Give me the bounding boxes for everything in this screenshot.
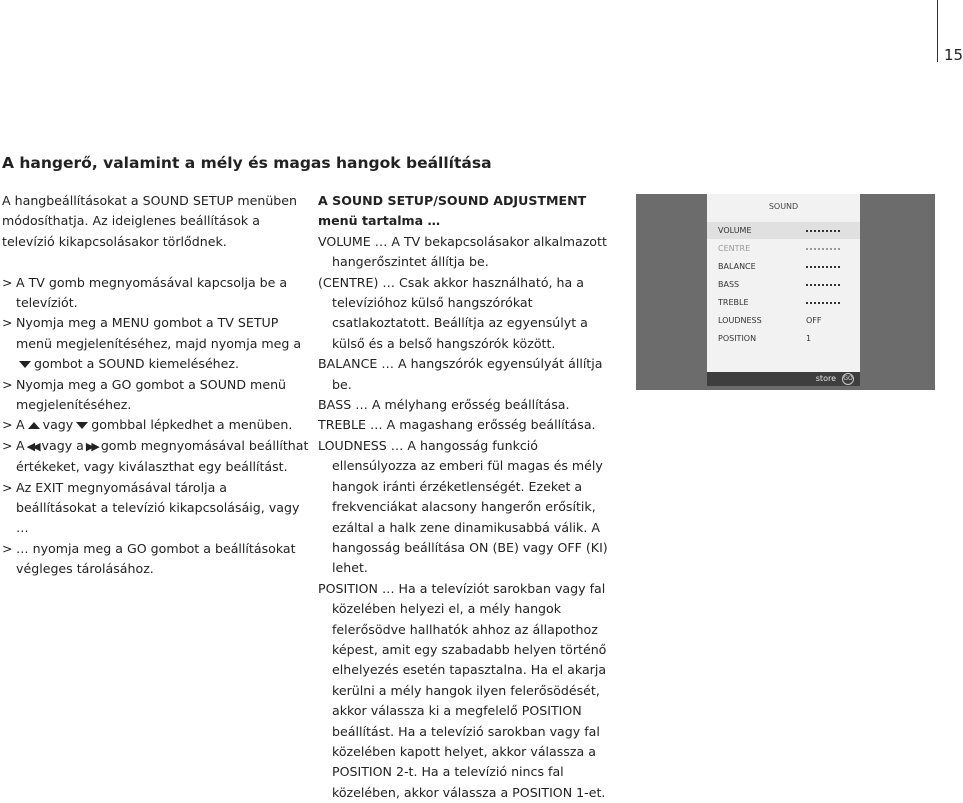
level-indicator [806,248,840,250]
step-store: > … nyomja meg a GO gombot a beállításokat végleges tárolásához. [2,540,296,577]
fast-forward-icon: ▶▶ [85,439,97,453]
menu-row-loudness[interactable]: LOUDNESS OFF [718,316,822,325]
sound-menu-screenshot [636,194,935,390]
menu-row-bass[interactable]: BASS [707,276,860,293]
menu-title: SOUND [768,202,799,211]
desc-bass: BASS … A mélyhang erősség beállítása. [318,397,570,413]
desc-treble: TREBLE … A magashang erősség beállítása. [318,417,596,433]
store-bar [707,372,860,386]
menu-row-volume[interactable]: VOLUME [707,222,860,239]
page-number: 15 [944,46,963,64]
go-button-icon: GO [842,373,854,385]
down-arrow-icon [19,361,31,368]
step-navigate: > A vagy gombbal lépkedhet a menüben. [2,417,293,433]
level-indicator [806,284,840,286]
step-exit: > Az EXIT megnyomásával tárolja a beállításokat a televízió kikapcsolásáig, vagy … [2,479,300,536]
menu-row-centre[interactable]: CENTRE [707,240,860,257]
desc-position: POSITION … Ha a televíziót sarokban vagy fal közelében helyezi el, a mély hangok felerősödve hallhatók ahhoz az állapothoz képest, amit egy szabadabb helyen történő elhelyezés esetén tapasztalna. Ha el akarja kerülni a mély hangok ilyen felerősödését, akkor válassza ki a megfelelő POSITION beállítást. Ha a televízió sarokban vagy fal közelében kapott helyet, akkor válassza a POSITION 2-t. Ha a televízió nincs fal közelében, akkor válassza a POSITION 1-et. [318,580,607,800]
desc-centre: (CENTRE) … Csak akkor használható, ha a televízióhoz külső hangszórókat csatlakoztatott. Beállítja az egyensúlyt a külső és a belső hangszórók között. [318,274,588,351]
page-corner-rule [937,0,938,62]
level-indicator [806,230,840,232]
desc-loudness: LOUDNESS … A hangosság funkció ellensúlyozza az emberi fül magas és mély hangok iránti érzéketlenségét. Ezeket a frekvenciákat alacsony hangerőn erősítik, ezáltal a halk zene dinamikusabbá válik. A hangosság beállítása ON (BE) vagy OFF (KI) lehet. [318,437,608,576]
step-power-on: > A TV gomb megnyomásával kapcsolja be a televíziót. [2,274,288,311]
down-arrow-icon [76,422,88,429]
level-indicator [806,302,840,304]
page-title: A hangerő, valamint a mély és magas hangok beállítása [2,154,492,172]
desc-balance: BALANCE … A hangszórók egyensúlyát állítja be. [318,356,603,392]
step-adjust: > A ◀◀ vagy a ▶▶ gomb megnyomásával beállíthat értékeket, vagy kiválaszthat egy beállítást. [2,437,309,475]
menu-row-balance[interactable]: BALANCE [707,258,860,275]
instructions-column [2,191,310,580]
desc-volume: VOLUME … A TV bekapcsolásakor alkalmazott hangerőszintet állítja be. [318,233,607,270]
menu-row-treble[interactable]: TREBLE [707,294,860,311]
up-arrow-icon [28,422,40,429]
store-label: store [815,374,836,383]
section-heading: A SOUND SETUP/SOUND ADJUSTMENT menü tartalma … [318,193,587,229]
step-open-menu: > Nyomja meg a MENU gombot a TV SETUP menü megjelenítéséhez, majd nyomja meg agombot a SOUND kiemeléséhez. [2,315,302,372]
menu-row-position[interactable]: POSITION 1 [718,334,812,343]
menu-description-column [318,191,618,803]
sound-menu-panel [707,194,860,372]
level-indicator [806,266,840,268]
step-open-sound: > Nyomja meg a GO gombot a SOUND menü megjelenítéséhez. [2,376,287,413]
intro-paragraph: A hangbeállításokat a SOUND SETUP menüben módosíthatja. Az ideiglenes beállítások a televízió kikapcsolásakor törlődnek. [2,193,298,249]
rewind-icon: ◀◀ [26,439,38,453]
